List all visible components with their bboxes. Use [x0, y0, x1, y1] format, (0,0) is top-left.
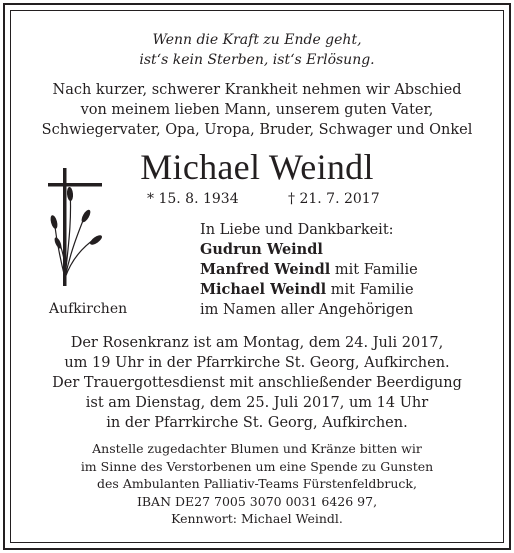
cross-with-wheat-icon: [46, 168, 104, 286]
service-line: in der Pfarrkirche St. Georg, Aufkirchen.: [106, 415, 408, 431]
motto-line: ist‘s kein Sterben, ist‘s Erlösung.: [139, 52, 375, 68]
mourner-name: Gudrun Weindl: [200, 241, 323, 258]
intro-text: [12, 80, 502, 140]
service-line: Der Trauergottesdienst mit anschließender Beerdigung: [52, 375, 462, 391]
mourner-suffix: mit Familie: [330, 262, 418, 278]
motto-line: Wenn die Kraft zu Ende geht,: [152, 32, 362, 48]
mourner-name: Michael Weindl: [200, 281, 327, 298]
donation-line: Anstelle zugedachter Blumen und Kränze bitten wir: [92, 441, 422, 456]
donation-line: IBAN DE27 7005 3070 0031 6426 97,: [136, 493, 378, 509]
mourner-line: [200, 280, 418, 300]
service-line: um 19 Uhr in der Pfarrkirche St. Georg, Aufkirchen.: [64, 355, 450, 371]
mourner-suffix: mit Familie: [326, 282, 414, 298]
donation-line: im Sinne des Verstorbenen um eine Spende zu Gunsten: [80, 458, 434, 474]
intro-line: von meinem lieben Mann, unserem guten Vater,: [80, 102, 434, 118]
location: Aufkirchen: [49, 301, 128, 317]
intro-line: Nach kurzer, schwerer Krankheit nehmen wir Abschied: [52, 82, 462, 98]
deceased-name: Michael Weindl: [140, 147, 374, 187]
mourner-suffix: im Namen aller Angehörigen: [200, 302, 414, 318]
mourner-line: [200, 240, 418, 260]
intro-line: Schwiegervater, Opa, Uropa, Bruder, Schwager und Onkel: [41, 122, 473, 138]
donation-line: Kennwort: Michael Weindl.: [171, 511, 343, 526]
donation-line: des Ambulanten Palliativ-Teams Fürstenfeldbruck,: [97, 476, 417, 491]
donation-note: [12, 440, 502, 528]
mourners-heading: In Liebe und Dankbarkeit:: [200, 222, 394, 238]
mourner-line: [200, 300, 418, 320]
service-line: ist am Dienstag, dem 25. Juli 2017, um 14 Uhr: [85, 395, 429, 411]
mourner-name: Manfred Weindl: [200, 261, 331, 278]
mourners-block: [200, 220, 418, 320]
death-date: † 21. 7. 2017: [288, 191, 380, 207]
service-line: Der Rosenkranz ist am Montag, dem 24. Juli 2017,: [70, 335, 444, 351]
birth-date: * 15. 8. 1934: [147, 191, 239, 207]
mourner-line: [200, 260, 418, 280]
motto: [12, 30, 502, 70]
service-info: [12, 333, 502, 433]
